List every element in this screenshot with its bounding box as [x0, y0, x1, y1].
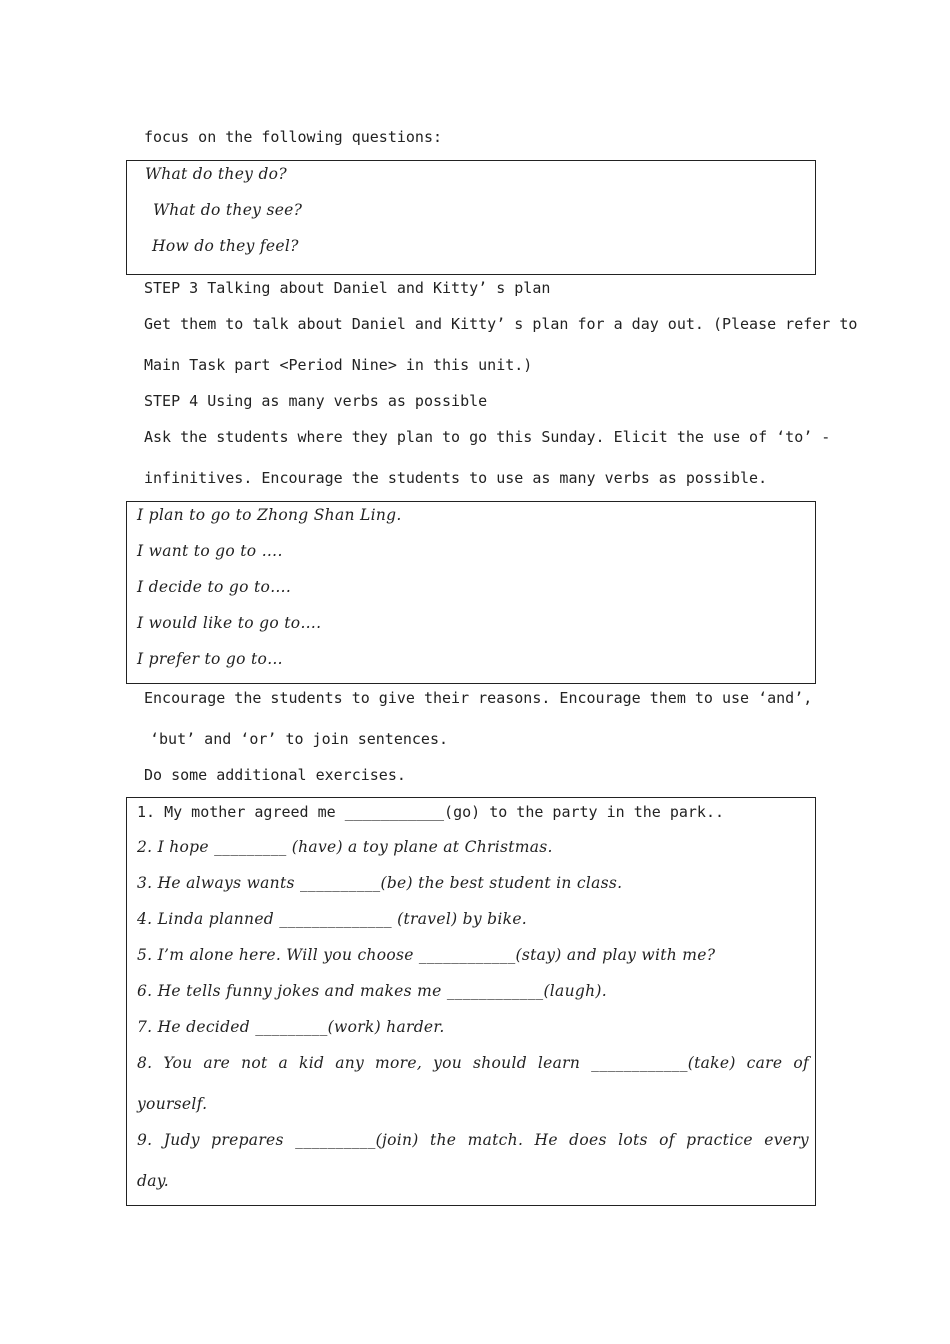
step4-paragraph-line1: Ask the students where they plan to go this Sunday. Elicit the use of ‘to’ -	[144, 428, 831, 446]
example-1: I plan to go to Zhong Shan Ling.	[137, 506, 402, 524]
step3-heading: STEP 3 Talking about Daniel and Kitty’ s plan	[144, 279, 551, 297]
exercise-1: 1. My mother agreed me ___________(go) to the party in the park..	[137, 803, 724, 821]
step4-heading: STEP 4 Using as many verbs as possible	[144, 392, 488, 410]
exercise-2: 2. I hope _________ (have) a toy plane at Christmas.	[137, 838, 553, 856]
question-1: What do they do?	[145, 165, 287, 183]
encourage-line3: Do some additional exercises.	[144, 766, 406, 784]
question-3: How do they feel?	[152, 237, 299, 255]
exercises-box	[126, 797, 816, 1206]
example-2: I want to go to ….	[137, 542, 283, 560]
examples-box	[126, 501, 816, 684]
intro-text: focus on the following questions:	[144, 128, 443, 146]
encourage-line2: ‘but’ and ‘or’ to join sentences.	[150, 730, 449, 748]
questions-box	[126, 160, 816, 275]
exercise-4: 4. Linda planned ______________ (travel) by bike.	[137, 910, 528, 928]
exercise-9-line1: 9. Judy prepares __________(join) the match. He does lots of practice every	[137, 1131, 809, 1149]
example-5: I prefer to go to…	[137, 650, 283, 668]
step3-paragraph-line2: Main Task part <Period Nine> in this unit.)	[144, 356, 533, 374]
exercise-3: 3. He always wants __________(be) the best student in class.	[137, 874, 623, 892]
exercise-6: 6. He tells funny jokes and makes me ____________(laugh).	[137, 982, 607, 1000]
exercise-8-line1: 8. You are not a kid any more, you should learn ____________(take) care of	[137, 1054, 809, 1072]
example-3: I decide to go to….	[137, 578, 292, 596]
encourage-line1: Encourage the students to give their reasons. Encourage them to use ‘and’,	[144, 689, 813, 707]
example-4: I would like to go to….	[137, 614, 322, 632]
question-2: What do they see?	[153, 201, 303, 219]
exercise-8-line2: yourself.	[137, 1095, 208, 1113]
exercise-7: 7. He decided _________(work) harder.	[137, 1018, 445, 1036]
step3-paragraph-line1: Get them to talk about Daniel and Kitty’ s plan for a day out. (Please refer to	[144, 315, 858, 333]
exercise-5: 5. I’m alone here. Will you choose ____________(stay) and play with me?	[137, 946, 716, 964]
exercise-9-line2: day.	[137, 1172, 169, 1190]
step4-paragraph-line2: infinitives. Encourage the students to use as many verbs as possible.	[144, 469, 768, 487]
